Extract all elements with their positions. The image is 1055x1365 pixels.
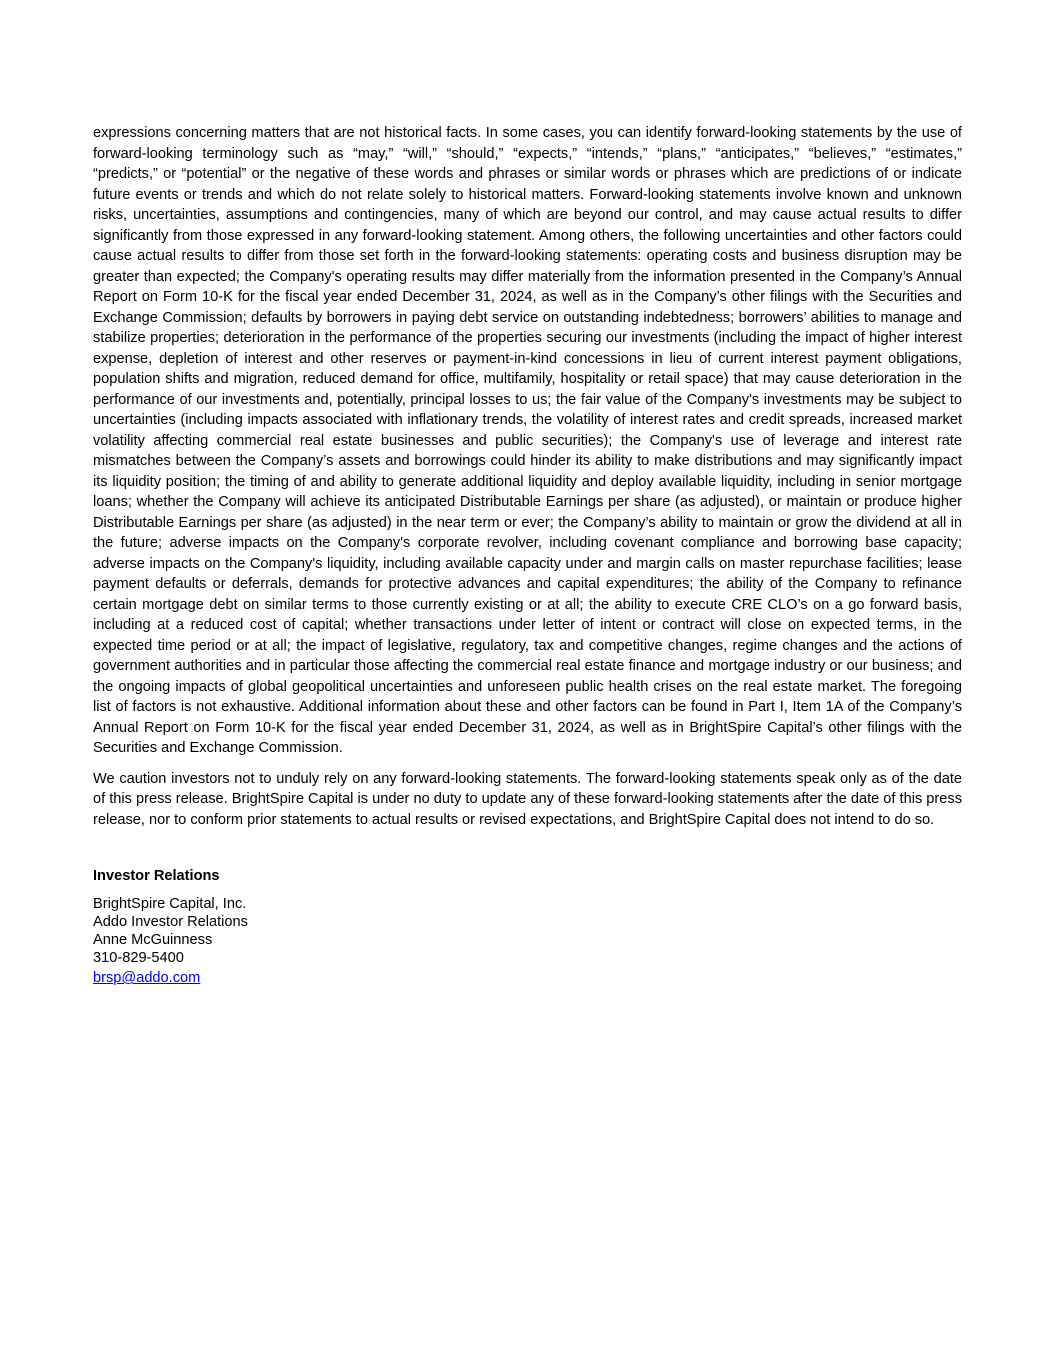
contact-email-link[interactable]: brsp@addo.com <box>93 970 201 986</box>
contact-phone: 310-829-5400 <box>93 950 184 966</box>
contact-heading: Investor Relations <box>93 868 220 884</box>
contact-name: Anne McGuinness <box>93 932 213 948</box>
forward-looking-statements-paragraph: expressions concerning matters that are not historical facts. In some cases, you can identify forward-looking statements by the use of forward-looking terminology such as “may,” “will,” “should,” “expects,” “intends,” “plans,” “anticipates,” “believes,” “estimates,” “predicts,” or “potential” or the negative of these words and phrases or similar words or phrases which are predictions of or indicate future events or trends and which do not relate solely to historical matters. Forward-looking statements involve known and unknown risks, uncertainties, assumptions and contingencies, many of which are beyond our control, and may cause actual results to differ significantly from those expressed in any forward-looking statement. Among others, the following uncertainties and other factors could cause actual results to differ from those set forth in the forward-looking statements: operating costs and business disruption may be greater than expected; the Company's operating results may differ materially from the information presented in the Company’s Annual Report on Form 10-K for the fiscal year ended December 31, 2024, as well as in the Company’s other filings with the Securities and Exchange Commission; defaults by borrowers in paying debt service on outstanding indebtedness; borrowers’ abilities to manage and stabilize properties; deterioration in the performance of the properties securing our investments (including the impact of higher interest expense, depletion of interest and other reserves or payment-in-kind concessions in lieu of current interest payment obligations, population shifts and migration, reduced demand for office, multifamily, hospitality or retail space) that may cause deterioration in the performance of our investments and, potentially, principal losses to us; the fair value of the Company's investments may be subject to uncertainties (including impacts associated with inflationary trends, the volatility of interest rates and credit spreads, increased market volatility affecting commercial real estate businesses and public securities); the Company's use of leverage and interest rate mismatches between the Company’s assets and borrowings could hinder its ability to make distributions and may significantly impact its liquidity position; the timing of and ability to generate additional liquidity and deploy available liquidity, including in senior mortgage loans; whether the Company will achieve its anticipated Distributable Earnings per share (as adjusted), or maintain or produce higher Distributable Earnings per share (as adjusted) in the near term or ever; the Company’s ability to maintain or grow the dividend at all in the future; adverse impacts on the Company's corporate revolver, including covenant compliance and borrowing base capacity; adverse impacts on the Company's liquidity, including available capacity under and margin calls on master repurchase facilities; lease payment defaults or deferrals, demands for protective advances and capital expenditures; the ability of the Company to refinance certain mortgage debt on similar terms to those currently existing or at all; the ability to execute CRE CLO’s on a go forward basis, including at a reduced cost of capital; whether transactions under letter of intent or contract will close on expected terms, in the expected time period or at all; the impact of legislative, regulatory, tax and competitive changes, regime changes and the actions of government authorities and in particular those affecting the commercial real estate finance and mortgage industry or our business; and the ongoing impacts of global geopolitical uncertainties and unforeseen public health crises on the real estate market. The foregoing list of factors is not exhaustive. Additional information about these and other factors can be found in Part I, Item 1A of the Company’s Annual Report on Form 10-K for the fiscal year ended December 31, 2024, as well as in BrightSpire Capital’s other filings with the Securities and Exchange Commission. <box>93 125 962 756</box>
caution-paragraph: We caution investors not to unduly rely on any forward-looking statements. The forward-looking statements speak only as of the date of this press release. BrightSpire Capital is under no duty to update any of these forward-looking statements after the date of this press release, nor to conform prior statements to actual results or revised expectations, and BrightSpire Capital does not intend to do so. <box>93 770 962 828</box>
contact-company: BrightSpire Capital, Inc. <box>93 896 247 912</box>
contact-firm: Addo Investor Relations <box>93 914 248 930</box>
document-page <box>93 123 962 987</box>
investor-relations-contact <box>93 866 962 987</box>
